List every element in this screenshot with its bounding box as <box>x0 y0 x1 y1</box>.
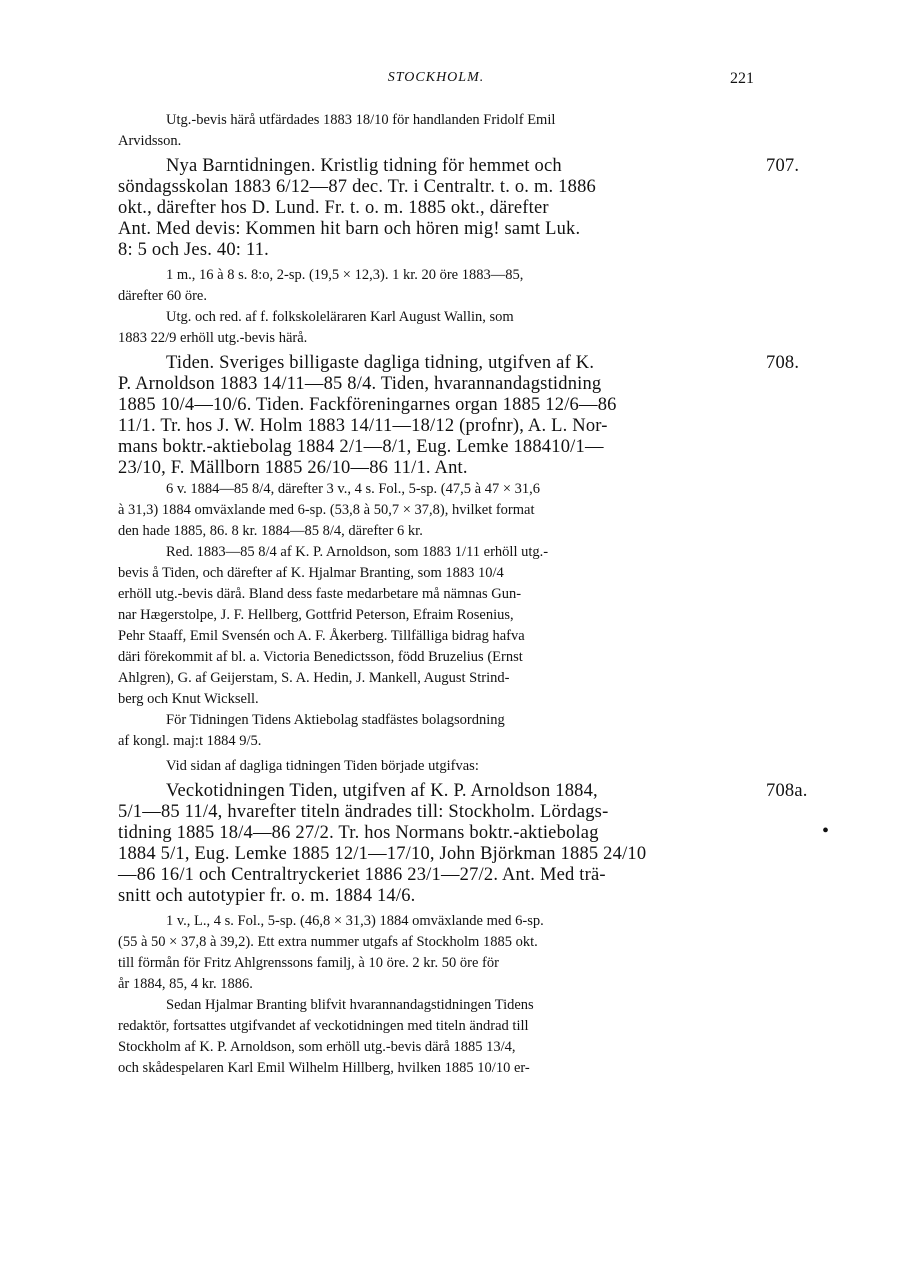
text-line: 11/1. Tr. hos J. W. Holm 1883 14/11—18/12 (profnr), A. L. Nor- <box>118 416 608 436</box>
text-line: berg och Knut Wicksell. <box>118 691 259 707</box>
text-line: mans boktr.-aktiebolag 1884 2/1—8/1, Eug. Lemke 188410/1— <box>118 437 604 457</box>
text-line: af kongl. maj:t 1884 9/5. <box>118 733 262 749</box>
text-line <box>118 781 808 802</box>
text-line: För Tidningen Tidens Aktiebolag stadfästes bolagsordning <box>166 712 505 728</box>
text-line: söndagsskolan 1883 6/12—87 dec. Tr. i Centraltr. t. o. m. 1886 <box>118 177 596 197</box>
margin-entry-number: 708. <box>766 353 800 373</box>
text-line: snitt och autotypier fr. o. m. 1884 14/6. <box>118 886 416 906</box>
text-line: 6 v. 1884—85 8/4, därefter 3 v., 4 s. Fol., 5-sp. (47,5 à 47 × 31,6 <box>166 481 540 497</box>
margin-entry-number: 708a. <box>766 781 808 801</box>
text-line: 8: 5 och Jes. 40: 11. <box>118 240 269 260</box>
text-line: därefter 60 öre. <box>118 288 207 304</box>
text-line: 1885 10/4—10/6. Tiden. Fackföreningarnes organ 1885 12/6—86 <box>118 395 617 415</box>
text-line: den hade 1885, 86. 8 kr. 1884—85 8/4, därefter 6 kr. <box>118 523 423 539</box>
entry-heading-text: Nya Barntidningen. Kristlig tidning för hemmet och <box>166 156 562 176</box>
text-line <box>118 820 830 844</box>
text-line: nar Hægerstolpe, J. F. Hellberg, Gottfrid Peterson, Efraim Rosenius, <box>118 607 514 623</box>
page-number: 221 <box>730 70 754 87</box>
text-line: Utg.-bevis härå utfärdades 1883 18/10 för handlanden Fridolf Emil <box>166 112 556 128</box>
text-line: P. Arnoldson 1883 14/11—85 8/4. Tiden, hvarannandagstidning <box>118 374 602 394</box>
text-line: 23/10, F. Mällborn 1885 26/10—86 11/1. Ant. <box>118 458 468 478</box>
text-line-content: tidning 1885 18/4—86 27/2. Tr. hos Normans boktr.-aktiebolag <box>118 823 599 843</box>
text-line: och skådespelaren Karl Emil Wilhelm Hillberg, hvilken 1885 10/10 er- <box>118 1060 530 1076</box>
text-line: erhöll utg.-bevis därå. Bland dess faste medarbetare må nämnas Gun- <box>118 586 522 602</box>
text-line: —86 16/1 och Centraltryckeriet 1886 23/1—27/2. Ant. Med trä- <box>118 865 606 885</box>
text-line: Sedan Hjalmar Branting blifvit hvarannandagstidningen Tidens <box>166 997 534 1013</box>
entry-heading-text: Tiden. Sveriges billigaste dagliga tidning, utgifven af K. <box>166 353 595 373</box>
page-header <box>118 70 754 92</box>
text-line: Ahlgren), G. af Geijerstam, S. A. Hedin, J. Mankell, August Strind- <box>118 670 510 686</box>
text-line: 1 v., L., 4 s. Fol., 5-sp. (46,8 × 31,3) 1884 omväxlande med 6-sp. <box>166 913 544 929</box>
text-line <box>118 156 800 177</box>
text-line: däri förekommit af bl. a. Victoria Benedictsson, född Bruzelius (Ernst <box>118 649 523 665</box>
running-title: STOCKHOLM. <box>387 70 485 85</box>
text-line: år 1884, 85, 4 kr. 1886. <box>118 976 253 992</box>
text-line: till förmån för Fritz Ahlgrenssons familj, à 10 öre. 2 kr. 50 öre för <box>118 955 499 971</box>
text-line: 1 m., 16 à 8 s. 8:o, 2-sp. (19,5 × 12,3). 1 kr. 20 öre 1883—85, <box>166 267 524 283</box>
margin-entry-number: 707. <box>766 156 800 176</box>
text-line: à 31,3) 1884 omväxlande med 6-sp. (53,8 à 50,7 × 37,8), hvilket format <box>118 502 535 518</box>
text-line: redaktör, fortsattes utgifvandet af veckotidningen med titeln ändrad till <box>118 1018 529 1034</box>
text-line: Utg. och red. af f. folkskoleläraren Karl August Wallin, som <box>166 309 514 325</box>
text-line: Arvidsson. <box>118 133 182 149</box>
text-line: okt., därefter hos D. Lund. Fr. t. o. m. 1885 okt., därefter <box>118 198 549 218</box>
margin-dot: • <box>822 820 830 842</box>
text-line: Vid sidan af dagliga tidningen Tiden började utgifvas: <box>166 758 479 774</box>
page-content <box>118 110 830 1079</box>
text-line: Stockholm af K. P. Arnoldson, som erhöll utg.-bevis därå 1885 13/4, <box>118 1039 516 1055</box>
text-line: 5/1—85 11/4, hvarefter titeln ändrades till: Stockholm. Lördags- <box>118 802 609 822</box>
text-line: Pehr Staaff, Emil Svensén och A. F. Åkerberg. Tillfälliga bidrag hafva <box>118 628 525 644</box>
text-line: Red. 1883—85 8/4 af K. P. Arnoldson, som 1883 1/11 erhöll utg.- <box>166 544 549 560</box>
text-line: (55 à 50 × 37,8 à 39,2). Ett extra nummer utgafs af Stockholm 1885 okt. <box>118 934 538 950</box>
entry-heading-text: Veckotidningen Tiden, utgifven af K. P. Arnoldson 1884, <box>166 781 598 801</box>
text-line: bevis å Tiden, och därefter af K. Hjalmar Branting, som 1883 10/4 <box>118 565 504 581</box>
text-line: 1883 22/9 erhöll utg.-bevis härå. <box>118 330 308 346</box>
text-line: Ant. Med devis: Kommen hit barn och hören mig! samt Luk. <box>118 219 581 239</box>
text-line: 1884 5/1, Eug. Lemke 1885 12/1—17/10, John Björkman 1885 24/10 <box>118 844 647 864</box>
text-line <box>118 353 800 374</box>
